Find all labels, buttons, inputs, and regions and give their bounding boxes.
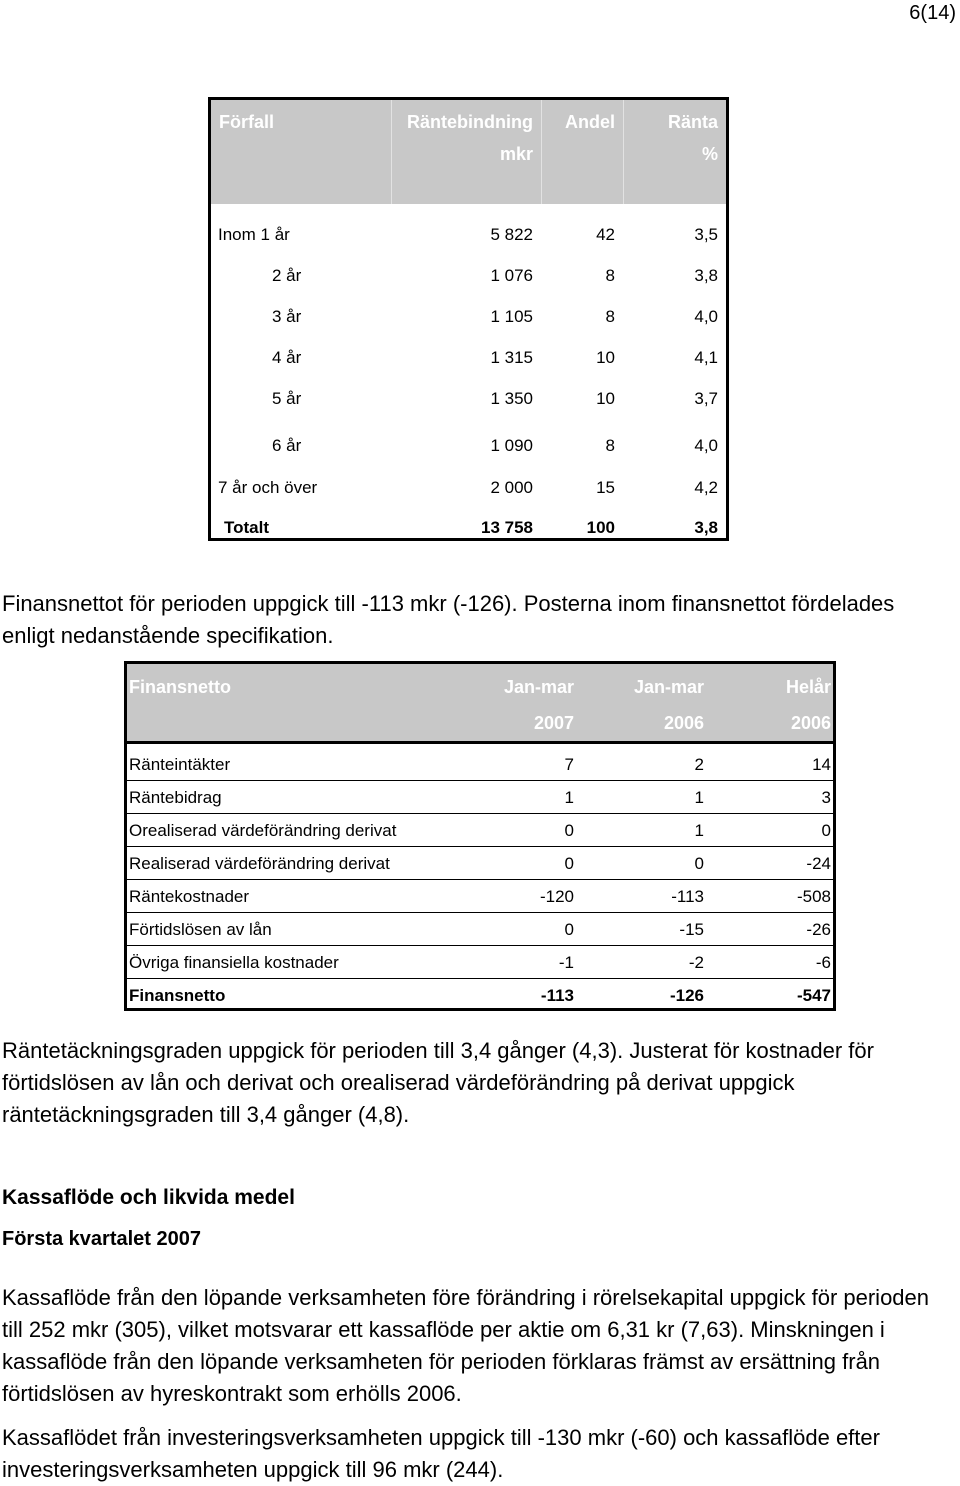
interest-maturity-table [208,97,729,541]
header-cell-year: 2007 [533,713,574,733]
cell-term: 5 år [272,389,302,408]
header-cell-unit: mkr [499,144,533,164]
cell-share: 42 [596,225,615,244]
cell-value: 3 [821,788,831,807]
header-cell: Helår [785,677,831,697]
cell-share: 15 [596,478,615,497]
cell-rate: 3,8 [694,518,718,537]
header-cell: Förfall [219,112,275,132]
cell-item: Räntekostnader [129,887,250,906]
cell-value: 1 [694,821,704,840]
cell-amount: 5 822 [490,225,533,244]
cell-rate: 3,8 [694,266,718,285]
section-heading: Kassaflöde och likvida medel [2,1186,295,1209]
cell-term: 3 år [272,307,302,326]
cell-share: 8 [605,436,615,455]
header-cell-unit: % [701,144,718,164]
paragraph-cash-flow-investments: Kassaflödet från investeringsverksamheten uppgick till -130 mkr (-60) och kassaflöde efter investeringsverksamheten uppgick till 96 mkr (244). [2,1425,880,1482]
cell-value: -24 [806,854,831,873]
header-cell: Andel [564,112,615,132]
cell-item: Räntebidrag [129,788,222,807]
cell-value: -120 [539,887,574,906]
cell-share: 10 [596,389,615,408]
cell-value: 0 [821,821,831,840]
cell-amount: 1 076 [490,266,533,285]
cell-rate: 3,7 [694,389,718,408]
cell-value: -126 [669,986,704,1005]
cell-value: 1 [694,788,704,807]
financial-net-table [124,661,836,1011]
cell-amount: 1 315 [490,348,533,367]
section-subheading: Första kvartalet 2007 [2,1228,202,1250]
table-row [127,748,833,781]
paragraph-cash-flow-operations: Kassaflöde från den löpande verksamheten före förändring i rörelsekapital uppgick för perioden till 252 mkr (305), vilket motsvarar ett kassaflöde per aktie om 6,31 kr (7,63). Minskningen i kassaflöde från den löpande verksamheten för perioden förklaras främst av ersättning från förtidslösen av hyreskontrakt som erhölls 2006. [2,1285,930,1406]
cell-rate: 4,1 [694,348,718,367]
table-row [211,307,726,331]
cell-amount: 1 105 [490,307,533,326]
cell-value: 0 [564,854,574,873]
paragraph-financial-net: Finansnettot för perioden uppgick till -113 mkr (-126). Posterna inom finansnettot fördelades enligt nedanstående specifikation. [2,591,895,648]
cell-value: -26 [806,920,831,939]
table-row [127,847,833,880]
cell-item: Realiserad värdeförändring derivat [129,854,390,873]
cell-item: Orealiserad värdeförändring derivat [129,821,397,840]
cell-term: 6 år [272,436,302,455]
cell-value: -113 [540,986,574,1005]
cell-amount: 1 090 [490,436,533,455]
table-row [211,389,726,413]
table-header [211,100,726,204]
table-row [127,880,833,913]
cell-rate: 4,0 [694,436,718,455]
table-row [211,478,726,502]
cell-share: 100 [586,518,615,537]
cell-rate: 4,0 [694,307,718,326]
table-row [127,913,833,946]
paragraph-interest-coverage: Räntetäckningsgraden uppgick för perioden till 3,4 gånger (4,3). Justerat för kostnader för förtidslösen av lån och derivat och orealiserad värdeförändring på derivat uppgick räntetäckningsgraden till 3,4 gånger (4,8). [2,1038,874,1127]
header-divider [623,100,624,204]
cell-value: 1 [564,788,574,807]
cell-value: 0 [564,821,574,840]
header-cell: Räntebindning [407,112,533,132]
cell-item: Övriga finansiella kostnader [129,953,339,972]
cell-item: Ränteintäkter [129,755,231,774]
cell-rate: 3,5 [694,225,718,244]
header-cell-year: 2006 [663,713,704,733]
cell-value: 0 [564,920,574,939]
header-cell: Jan-mar [503,677,574,697]
cell-amount: 13 758 [481,518,533,537]
cell-item: Förtidslösen av lån [129,920,272,939]
cell-value: -6 [815,953,831,972]
cell-value: 2 [694,755,704,774]
table-row [127,781,833,814]
cell-value: -2 [688,953,704,972]
cell-amount: 1 350 [490,389,533,408]
cell-value: -508 [796,887,831,906]
cell-value: 0 [694,854,704,873]
header-cell-year: 2006 [790,713,831,733]
cell-value: -547 [796,986,831,1005]
header-cell: Finansnetto [129,677,231,697]
cell-term: 7 år och över [218,478,318,497]
cell-value: 7 [564,755,574,774]
table-row [127,814,833,847]
table-row [127,946,833,979]
cell-term: 4 år [272,348,302,367]
cell-value: 14 [812,755,831,774]
cell-term: Totalt [224,518,270,537]
table-row [211,225,726,249]
cell-term: Inom 1 år [218,225,290,244]
cell-share: 8 [605,266,615,285]
table-header [127,664,833,744]
cell-value: -113 [671,887,704,906]
cell-value: -15 [679,920,704,939]
cell-term: 2 år [272,266,302,285]
header-divider [391,100,392,204]
header-cell: Ränta [667,112,718,132]
header-cell: Jan-mar [633,677,704,697]
cell-share: 8 [605,307,615,326]
table-row [211,266,726,290]
table-row [211,348,726,372]
header-divider [541,100,542,204]
cell-share: 10 [596,348,615,367]
total-row [211,518,726,542]
cell-item: Finansnetto [129,986,226,1005]
page-number: 6(14) [909,2,956,24]
total-row [127,979,833,1012]
table-row [211,436,726,460]
cell-amount: 2 000 [490,478,533,497]
cell-rate: 4,2 [694,478,718,497]
cell-value: -1 [558,953,574,972]
